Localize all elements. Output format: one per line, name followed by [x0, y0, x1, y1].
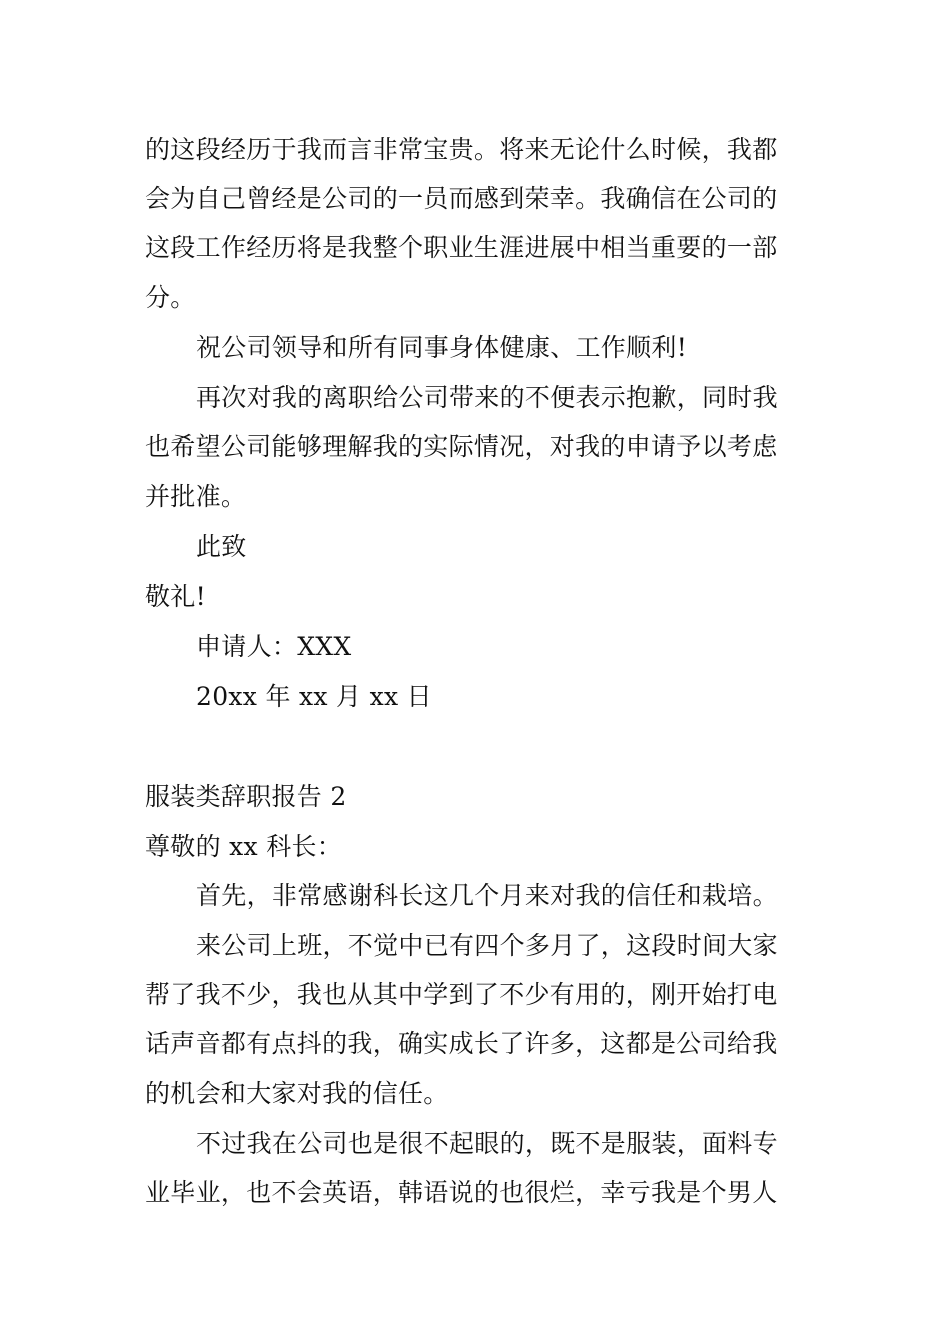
- paragraph-line: 并批准。: [145, 482, 247, 511]
- closing-regards: 敬礼!: [145, 582, 206, 611]
- paragraph-line: 这段工作经历将是我整个职业生涯进展中相当重要的一部: [145, 233, 778, 262]
- paragraph-line: 会为自己曾经是公司的一员而感到荣幸。我确信在公司的: [145, 184, 778, 213]
- paragraph-line: 分。: [145, 283, 196, 312]
- signature-date: 20xx 年 xx 月 xx 日: [196, 682, 432, 711]
- signature-applicant: 申请人：XXX: [196, 632, 352, 661]
- paragraph-line: 再次对我的离职给公司带来的不便表示抱歉，同时我: [196, 383, 778, 412]
- section-title: 服装类辞职报告 2: [145, 782, 347, 811]
- paragraph-line: 的机会和大家对我的信任。: [145, 1079, 449, 1108]
- paragraph-line: 首先，非常感谢科长这几个月来对我的信任和栽培。: [196, 881, 778, 910]
- paragraph-line: 来公司上班，不觉中已有四个多月了，这段时间大家: [196, 931, 778, 960]
- paragraph-line: 话声音都有点抖的我，确实成长了许多，这都是公司给我: [145, 1029, 778, 1058]
- paragraph-line: 帮了我不少，我也从其中学到了不少有用的，刚开始打电: [145, 980, 778, 1009]
- paragraph-line: 的这段经历于我而言非常宝贵。将来无论什么时候，我都: [145, 135, 778, 164]
- paragraph-line: 不过我在公司也是很不起眼的，既不是服装，面料专: [196, 1129, 778, 1158]
- paragraph-line: 业毕业，也不会英语，韩语说的也很烂，幸亏我是个男人: [145, 1178, 778, 1207]
- closing-salutation: 此致: [196, 532, 247, 561]
- paragraph-line: 也希望公司能够理解我的实际情况，对我的申请予以考虑: [145, 432, 778, 461]
- letter-greeting: 尊敬的 xx 科长：: [145, 832, 343, 861]
- paragraph-line: 祝公司领导和所有同事身体健康、工作顺利!: [196, 333, 688, 362]
